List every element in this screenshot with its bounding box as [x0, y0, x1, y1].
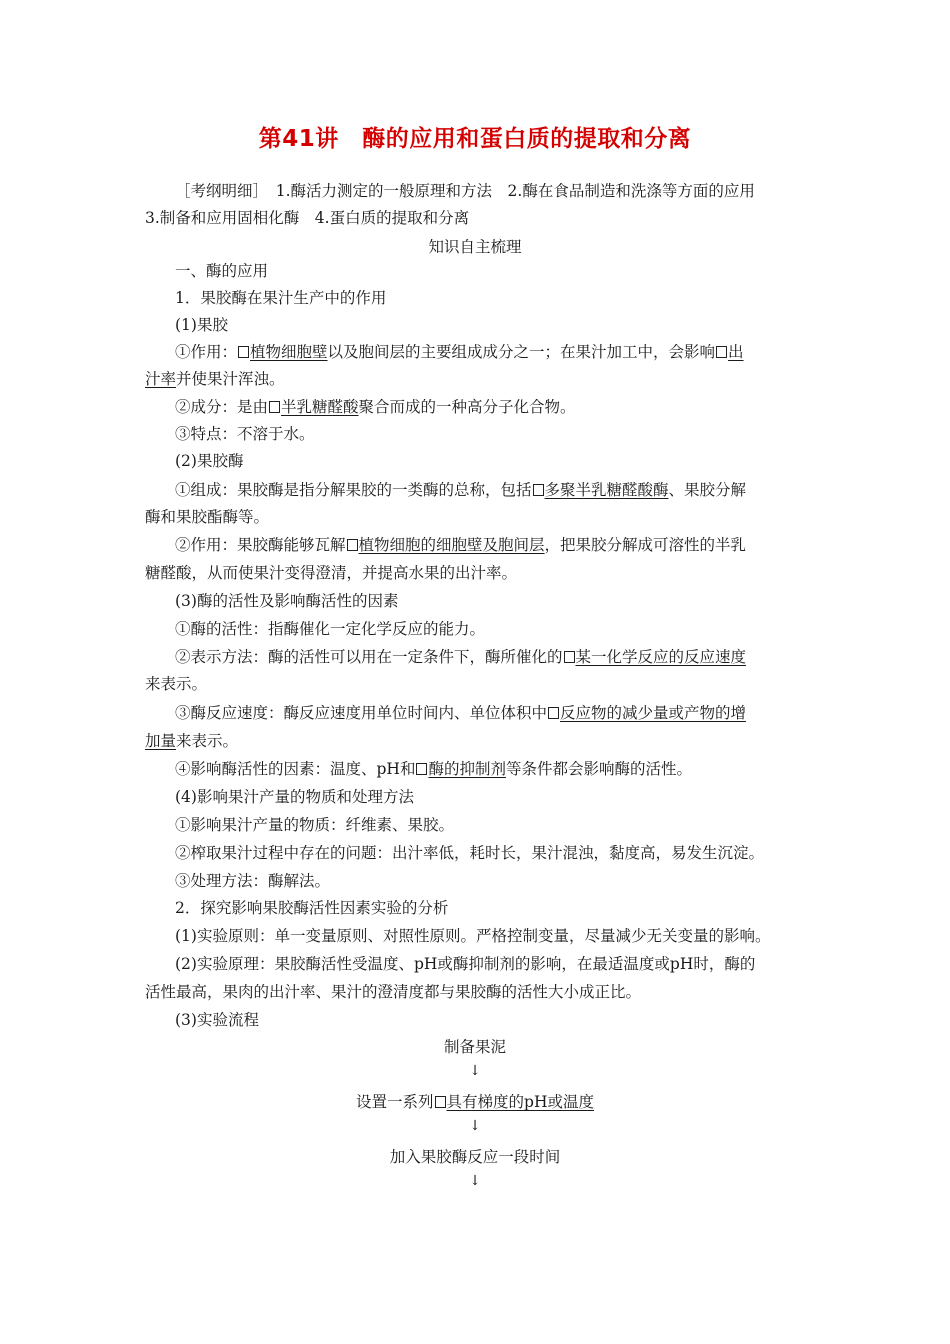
paragraph-juicing-problems: ②榨取果汁过程中存在的问题：出汁率低，耗时长，果汁混浊，黏度高，易发生沉淀。: [175, 844, 765, 862]
paragraph-pectin-function: [175, 341, 815, 363]
paragraph-pectinase-composition: [175, 479, 815, 501]
subheading-experiment-flow: (3)实验流程: [175, 1011, 259, 1029]
subheading-pectin: (1)果胶: [175, 316, 228, 334]
answer-text: 出: [728, 343, 744, 361]
text: ④影响酶活性的因素：温度、pH和: [175, 760, 416, 778]
flow-arrow-icon: ↓: [469, 1118, 481, 1134]
paragraph-activity-factors: [175, 758, 815, 780]
text: 等条件都会影响酶的活性。: [505, 760, 692, 778]
answer-text: 汁率: [145, 370, 177, 388]
answer-box: [347, 539, 358, 551]
text: ①组成：果胶酶是指分解果胶的一类酶的总称，包括: [175, 481, 532, 499]
answer-text: 植物细胞的细胞壁及胞间层: [358, 536, 545, 554]
page-title: 第41讲 酶的应用和蛋白质的提取和分离: [258, 126, 692, 152]
flow-step-2: [0, 1091, 950, 1113]
answer-text: 反应物的减少量或产物的增: [560, 704, 747, 722]
paragraph-activity-expression: [175, 646, 815, 668]
subheading-enzyme-activity: (3)酶的活性及影响酶活性的因素: [175, 592, 399, 610]
subheading-juice-yield: (4)影响果汁产量的物质和处理方法: [175, 788, 414, 806]
paragraph-yield-substances: ①影响果汁产量的物质：纤维素、果胶。: [175, 816, 455, 834]
answer-text: 植物细胞壁: [250, 343, 328, 361]
answer-text: 多聚半乳糖醛酸酶: [544, 481, 669, 499]
answer-box: [564, 651, 575, 663]
answer-box: [548, 707, 559, 719]
text: ②成分：是由: [175, 398, 269, 416]
answer-text: 半乳糖醛酸: [281, 398, 359, 416]
paragraph-experiment-theory-cont: 活性最高，果肉的出汁率、果汁的澄清度都与果胶酶的活性大小成正比。: [145, 983, 642, 1001]
subheading-pectinase: (2)果胶酶: [175, 452, 244, 470]
answer-box: [435, 1096, 446, 1108]
answer-text: 具有梯度的pH或温度: [446, 1093, 594, 1111]
answer-box: [533, 484, 544, 496]
paragraph-treatment-method: ③处理方法：酶解法。: [175, 872, 331, 890]
answer-box: [238, 346, 249, 358]
paragraph-reaction-rate-cont: [145, 730, 815, 752]
text: ②作用：果胶酶能够瓦解: [175, 536, 346, 554]
flow-step-3: 加入果胶酶反应一段时间: [389, 1148, 561, 1166]
syllabus-line-2: 3.制备和应用固相化酶 4.蛋白质的提取和分离: [145, 209, 470, 227]
answer-box: [269, 401, 280, 413]
paragraph-experiment-theory: (2)实验原理：果胶酶活性受温度、pH或酶抑制剂的影响，在最适温度或pH时，酶的: [175, 955, 756, 973]
paragraph-pectin-function-cont: [145, 368, 815, 390]
paragraph-pectin-feature: ③特点：不溶于水。: [175, 425, 315, 443]
text: ，把果胶分解成可溶性的半乳: [544, 536, 747, 554]
flow-step-1: 制备果泥: [443, 1038, 506, 1056]
paragraph-pectinase-function-cont: 糖醛酸，从而使果汁变得澄清，并提高水果的出汁率。: [145, 564, 518, 582]
paragraph-activity-expression-cont: 来表示。: [145, 675, 208, 693]
answer-text: 某一化学反应的反应速度: [575, 648, 747, 666]
flow-arrow-icon: ↓: [469, 1173, 481, 1189]
text: 聚合而成的一种高分子化合物。: [358, 398, 576, 416]
text: 设置一系列: [356, 1093, 434, 1111]
text: 以及胞间层的主要组成成分之一；在果汁加工中，会影响: [327, 343, 716, 361]
answer-text: 加量: [145, 732, 177, 750]
flow-arrow-icon: ↓: [469, 1063, 481, 1079]
paragraph-experiment-principle: (1)实验原则：单一变量原则、对照性原则。严格控制变量，尽量减少无关变量的影响。: [175, 927, 771, 945]
text: ③酶反应速度：酶反应速度用单位时间内、单位体积中: [175, 704, 548, 722]
paragraph-pectinase-function: [175, 534, 815, 556]
text: ①作用：: [175, 343, 238, 361]
answer-box: [416, 763, 427, 775]
section-heading: 知识自主梳理: [428, 238, 522, 256]
text: 来表示。: [176, 732, 239, 750]
paragraph-reaction-rate: [175, 702, 815, 724]
text: 、果胶分解: [668, 481, 747, 499]
text: ②表示方法：酶的活性可以用在一定条件下，酶所催化的: [175, 648, 563, 666]
syllabus-line-1: ［考纲明细］ 1.酶活力测定的一般原理和方法 2.酶在食品制造和洗涤等方面的应用: [175, 182, 755, 200]
text: 并使果汁浑浊。: [176, 370, 285, 388]
paragraph-pectinase-composition-cont: 酶和果胶酯酶等。: [145, 508, 270, 526]
item-heading-2: 2．探究影响果胶酶活性因素实验的分析: [175, 899, 449, 917]
answer-text: 酶的抑制剂: [428, 760, 506, 778]
paragraph-activity-definition: ①酶的活性：指酶催化一定化学反应的能力。: [175, 620, 486, 638]
part-heading: 一、酶的应用: [175, 262, 269, 280]
item-heading-1: 1．果胶酶在果汁生产中的作用: [175, 289, 387, 307]
answer-box: [716, 346, 727, 358]
paragraph-pectin-composition: [175, 396, 815, 418]
